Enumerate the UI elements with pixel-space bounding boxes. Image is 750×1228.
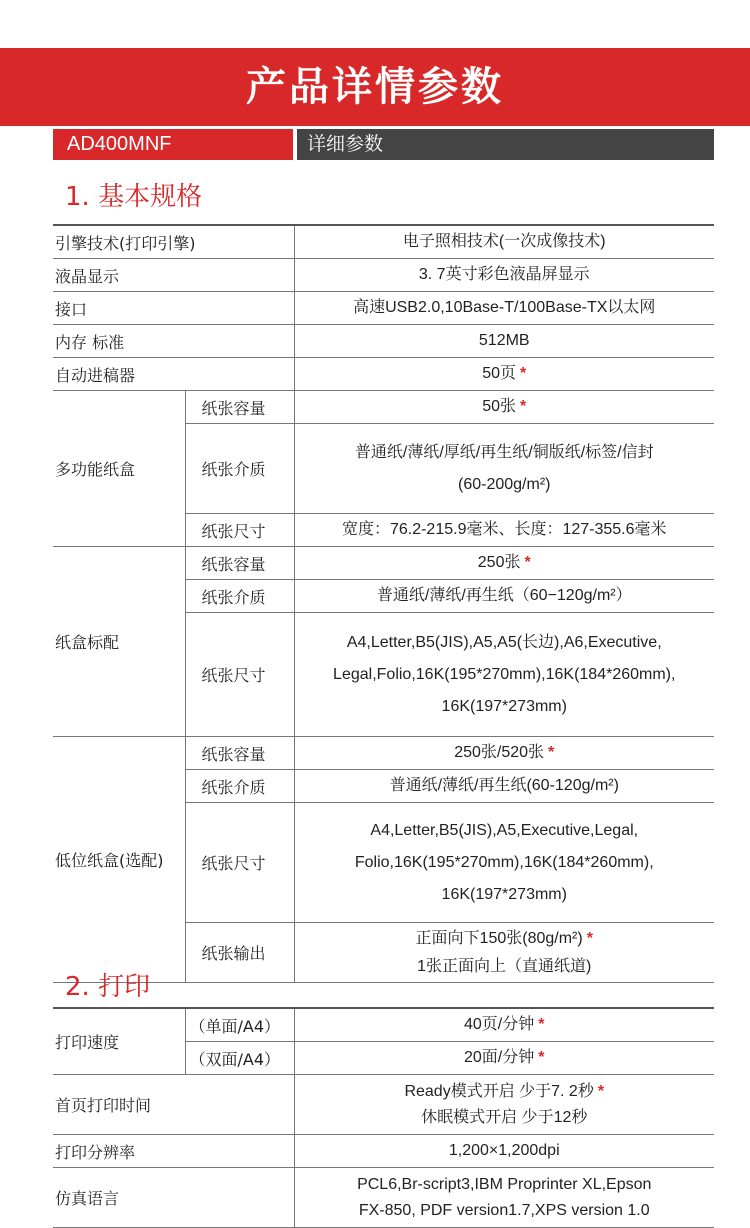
asterisk: * <box>524 554 531 571</box>
mp-tray-label: 多功能纸盒 <box>53 391 185 547</box>
print-speed-label: 打印速度 <box>53 1008 185 1075</box>
row-value: A4,Letter,B5(JIS),A5,A5(长边),A6,Executive, Legal,Folio,16K(195*270mm),16K(184*260mm), 16K(197*273mm) <box>294 613 714 737</box>
row-sublabel: 纸张尺寸 <box>185 514 294 547</box>
basic-spec-table <box>53 224 714 983</box>
row-value: 250张 * <box>294 547 714 580</box>
table-row <box>53 225 714 259</box>
row-value: 高速USB2.0,10Base-T/100Base-TX以太网 <box>294 292 714 325</box>
row-value: Ready模式开启 少于7. 2秒 * 休眠模式开启 少于12秒 <box>294 1075 714 1135</box>
row-label: 引擎技术(打印引擎) <box>53 225 294 259</box>
model-name: AD400MNF <box>53 129 293 160</box>
std-tray-label: 纸盒标配 <box>53 547 185 737</box>
row-value: 宽度：76.2-215.9毫米、长度：127-355.6毫米 <box>294 514 714 547</box>
asterisk: * <box>586 929 593 947</box>
table-row <box>53 358 714 391</box>
table-row <box>53 737 714 770</box>
row-sublabel: 纸张容量 <box>185 391 294 424</box>
table-row <box>53 1168 714 1228</box>
row-value: 普通纸/薄纸/再生纸（60−120g/m²） <box>294 580 714 613</box>
row-value: 普通纸/薄纸/厚纸/再生纸/铜版纸/标签/信封 (60-200g/m²) <box>294 424 714 514</box>
row-label: 打印分辨率 <box>53 1135 294 1168</box>
table-row <box>53 391 714 424</box>
table-row <box>53 325 714 358</box>
section-title-print: 2. 打印 <box>65 972 151 1002</box>
table-row <box>53 547 714 580</box>
low-tray-label: 低位纸盒(选配) <box>53 737 185 983</box>
row-value: 电子照相技术(一次成像技术) <box>294 225 714 259</box>
row-sublabel: 纸张尺寸 <box>185 613 294 737</box>
asterisk: * <box>520 365 527 382</box>
row-label: 液晶显示 <box>53 259 294 292</box>
row-label: 仿真语言 <box>53 1168 294 1228</box>
row-sublabel: 纸张容量 <box>185 737 294 770</box>
row-sublabel: 纸张介质 <box>185 580 294 613</box>
row-sublabel: 纸张介质 <box>185 770 294 803</box>
page-banner: 产品详情参数 <box>0 48 750 126</box>
asterisk: * <box>538 1016 545 1033</box>
detail-label: 详细参数 <box>297 129 714 160</box>
row-sublabel: 纸张容量 <box>185 547 294 580</box>
asterisk: * <box>548 744 555 761</box>
row-sublabel: （双面/A4） <box>185 1042 294 1075</box>
row-value: 50页 * <box>294 358 714 391</box>
print-spec-table <box>53 1007 714 1228</box>
row-value: 250张/520张 * <box>294 737 714 770</box>
table-row <box>53 1135 714 1168</box>
row-value: A4,Letter,B5(JIS),A5,Executive,Legal, Folio,16K(195*270mm),16K(184*260mm), 16K(197*273mm) <box>294 803 714 923</box>
table-row <box>53 259 714 292</box>
row-value: 普通纸/薄纸/再生纸(60-120g/m²) <box>294 770 714 803</box>
row-sublabel: 纸张介质 <box>185 424 294 514</box>
row-value: 正面向下150张(80g/m²) * 1张正面向上（直通纸道) <box>294 923 714 983</box>
row-value: PCL6,Br-script3,IBM Proprinter XL,Epson FX-850, PDF version1.7,XPS version 1.0 <box>294 1168 714 1228</box>
table-row <box>53 1008 714 1042</box>
table-row <box>53 1075 714 1135</box>
row-value: 20面/分钟 * <box>294 1042 714 1075</box>
asterisk: * <box>538 1049 545 1066</box>
asterisk: * <box>520 398 527 415</box>
row-value: 512MB <box>294 325 714 358</box>
row-sublabel: （单面/A4） <box>185 1008 294 1042</box>
row-value: 3. 7英寸彩色液晶屏显示 <box>294 259 714 292</box>
row-label: 首页打印时间 <box>53 1075 294 1135</box>
row-label: 内存 标准 <box>53 325 294 358</box>
row-value: 1,200×1,200dpi <box>294 1135 714 1168</box>
asterisk: * <box>597 1082 605 1100</box>
section-title-basic: 1. 基本规格 <box>65 182 203 212</box>
table-row <box>53 292 714 325</box>
row-sublabel: 纸张尺寸 <box>185 803 294 923</box>
row-label: 接口 <box>53 292 294 325</box>
row-sublabel: 纸张输出 <box>185 923 294 983</box>
row-label: 自动进稿器 <box>53 358 294 391</box>
row-value: 40页/分钟 * <box>294 1008 714 1042</box>
model-bar <box>53 129 714 160</box>
row-value: 50张 * <box>294 391 714 424</box>
